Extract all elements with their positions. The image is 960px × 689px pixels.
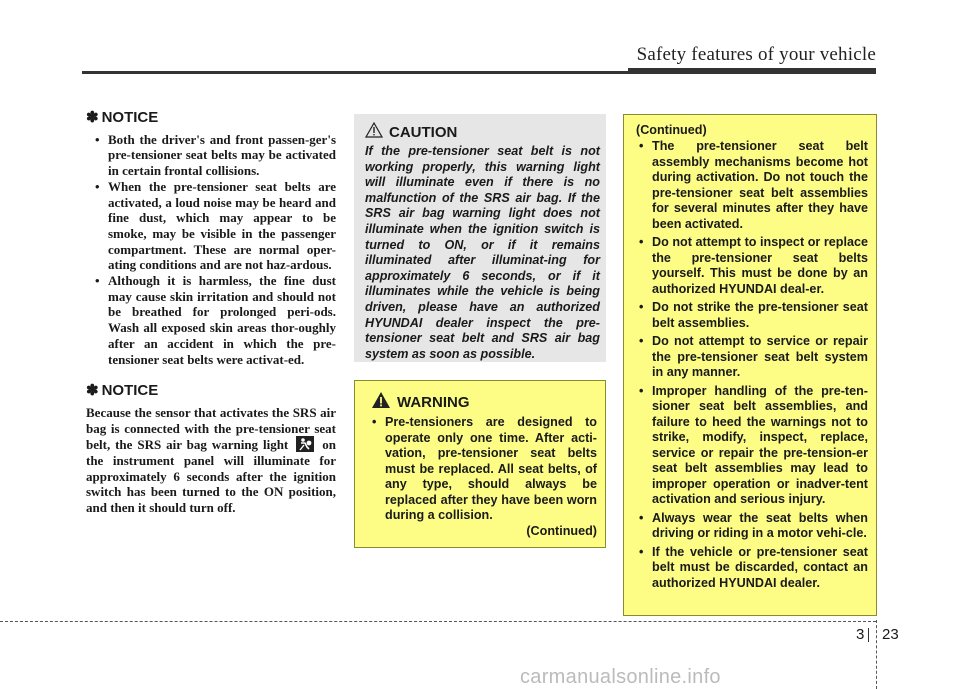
page-number: 23 <box>882 626 899 643</box>
notice-title: NOTICE <box>101 382 159 400</box>
warning-continued-box <box>623 114 877 616</box>
list-item: • Both the driver's and front passen-ger's pre-tensioner seat belts may be activated in certain frontal collisions. <box>86 132 336 179</box>
star-icon: ✽ <box>86 109 99 126</box>
airbag-warning-icon <box>296 436 314 452</box>
list-item: • Do not attempt to inspect or replace the pre-tensioner seat belts yourself. This must be done by an authorized HYUNDAI deal-er. <box>632 235 868 297</box>
warning-title: WARNING <box>397 393 470 411</box>
caution-text: If the pre-tensioner seat belt is not working properly, this warning light will illuminate even if there is no malfunction of the SRS air bag. If the SRS air bag warning light does not illuminate when the ignition switch is turned to ON, or if it remains illuminated after illuminat-ing for approximately 6 seconds, or if it illuminates while the vehicle is being driven, please have an authorized HYUNDAI dealer inspect the pre-tensioner seat belt and SRS air bag system as soon as possible. <box>365 144 600 361</box>
continued-label: (Continued) <box>526 523 597 538</box>
list-item: • Always wear the seat belts when driving or riding in a motor vehi-cle. <box>632 511 868 542</box>
caution-heading <box>365 122 600 142</box>
warning-heading <box>365 391 597 413</box>
list-item: • If the vehicle or pre-tensioner seat belt must be discarded, contact an authorized HYUNDAI dealer. <box>632 545 868 592</box>
page-number-divider <box>868 628 869 642</box>
caution-box <box>354 114 606 362</box>
continued-label: (Continued) <box>636 123 707 137</box>
list-item: • When the pre-tensioner seat belts are activated, a loud noise may be heard and fine dust, which may appear to be smoke, may be visible in the passenger compartment. These are normal oper-ating conditions and are not haz-ardous. <box>86 179 336 273</box>
footer-vertical-rule <box>876 620 877 689</box>
warning-box <box>354 380 606 548</box>
caution-title: CAUTION <box>389 123 458 141</box>
list-item: • Improper handling of the pre-ten-sioner seat belt assemblies, and failure to heed the warnings not to strike, modify, inspect, replace, service or repair the pre-tension-er seat belt assemblies may lead to improper operation or inadver-tent activation and serious injury. <box>632 384 868 508</box>
notice-paragraph: Because the sensor that activates the SRS air bag is connected with the pre-tensioner seat belt, the SRS air bag warning light on the instrument panel will illuminate for approximately 6 seconds after the ignition switch has been turned to the ON position, and then it should turn off. <box>86 404 336 516</box>
chapter-number: 3 <box>856 626 865 643</box>
warning-triangle-icon <box>371 391 391 413</box>
header-rule-accent <box>628 68 876 74</box>
list-item: • The pre-tensioner seat belt assembly mechanisms become hot during activation. Do not touch the pre-tensioner seat belt assemblies for several minutes after they have been activated. <box>632 139 868 232</box>
notice-bullet-list <box>86 132 336 368</box>
list-item: • Pre-tensioners are designed to operate only one time. After acti-vation, pre-tensioner seat belts must be replaced. All seat belts, of any type, should always be replaced after they have been worn during a collision. <box>365 415 597 524</box>
notice-heading <box>86 110 336 126</box>
caution-triangle-icon <box>365 122 383 142</box>
notice-heading <box>86 383 336 399</box>
notice-title: NOTICE <box>101 109 159 126</box>
warning-bullet-list <box>365 415 597 524</box>
watermark: carmanualsonline.info <box>520 666 721 688</box>
left-column <box>86 110 336 516</box>
footer-rule <box>0 621 876 622</box>
star-icon: ✽ <box>86 382 99 400</box>
list-item: • Do not strike the pre-tensioner seat belt assemblies. <box>632 300 868 331</box>
list-item: • Do not attempt to service or repair the pre-tensioner seat belt system in any manner. <box>632 334 868 381</box>
warning-continued-bullet-list <box>632 139 868 591</box>
section-title: Safety features of your vehicle <box>636 44 876 65</box>
list-item: • Although it is harmless, the fine dust may cause skin irritation and should not be breathed for prolonged peri-ods. Wash all exposed skin areas thor-oughly after an accident in which the pre-tensioner seat belts were activat-ed. <box>86 273 336 367</box>
